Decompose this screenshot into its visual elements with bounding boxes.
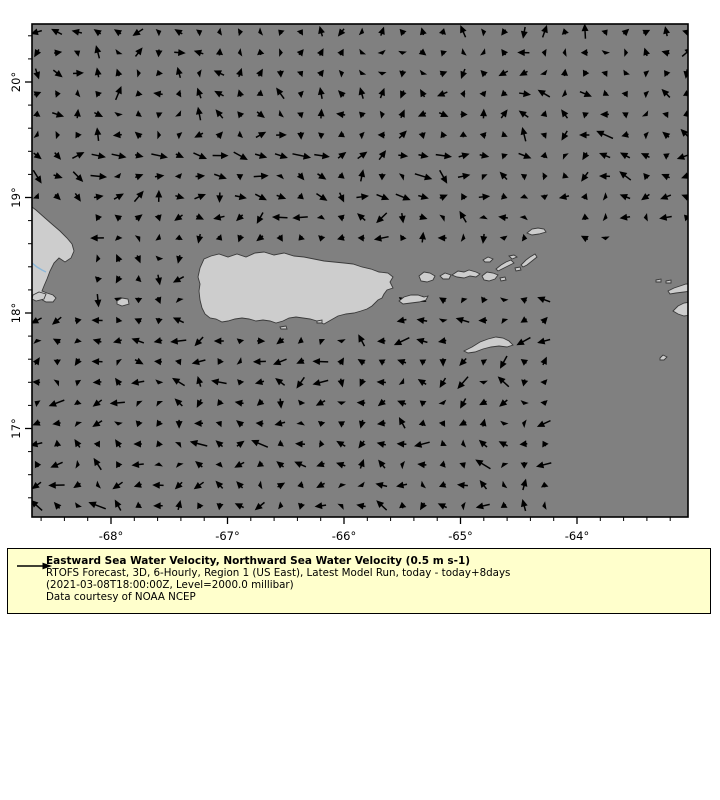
legend-text [46,555,510,603]
land-islet-ne-1 [656,279,661,282]
legend-courtesy-line: Data courtesy of NOAA NCEP [46,591,196,603]
legend-dataset-line: RTOFS Forecast, 3D, 6-Hourly, Region 1 (US East), Latest Model Run, today - today+8days [46,567,511,579]
x-tick-label: -67° [215,529,240,543]
x-tick-label: -66° [331,529,357,543]
legend-time-level-line: (2021-03-08T18:00:00Z, Level=2000.0 millibar) [46,579,294,591]
legend-box [7,548,711,614]
legend-title: Eastward Sea Water Velocity, Northward Sea Water Velocity (0.5 m s-1) [46,555,471,567]
land-islet-bvi-2 [515,267,521,271]
x-tick-label: -68° [98,529,124,543]
land-islet-south-pr-2 [317,320,322,323]
y-tick-label: 17° [9,418,23,439]
land-islet-bvi-3 [500,277,506,281]
y-tick-label: 19° [9,187,23,208]
y-tick-label: 18° [9,302,23,324]
land-islet-south-pr-1 [280,326,287,329]
y-tick-label: 20° [9,71,23,93]
x-tick-label: -65° [448,529,473,543]
land-islet-ne-2 [666,280,671,283]
x-tick-label: -64° [564,529,590,543]
